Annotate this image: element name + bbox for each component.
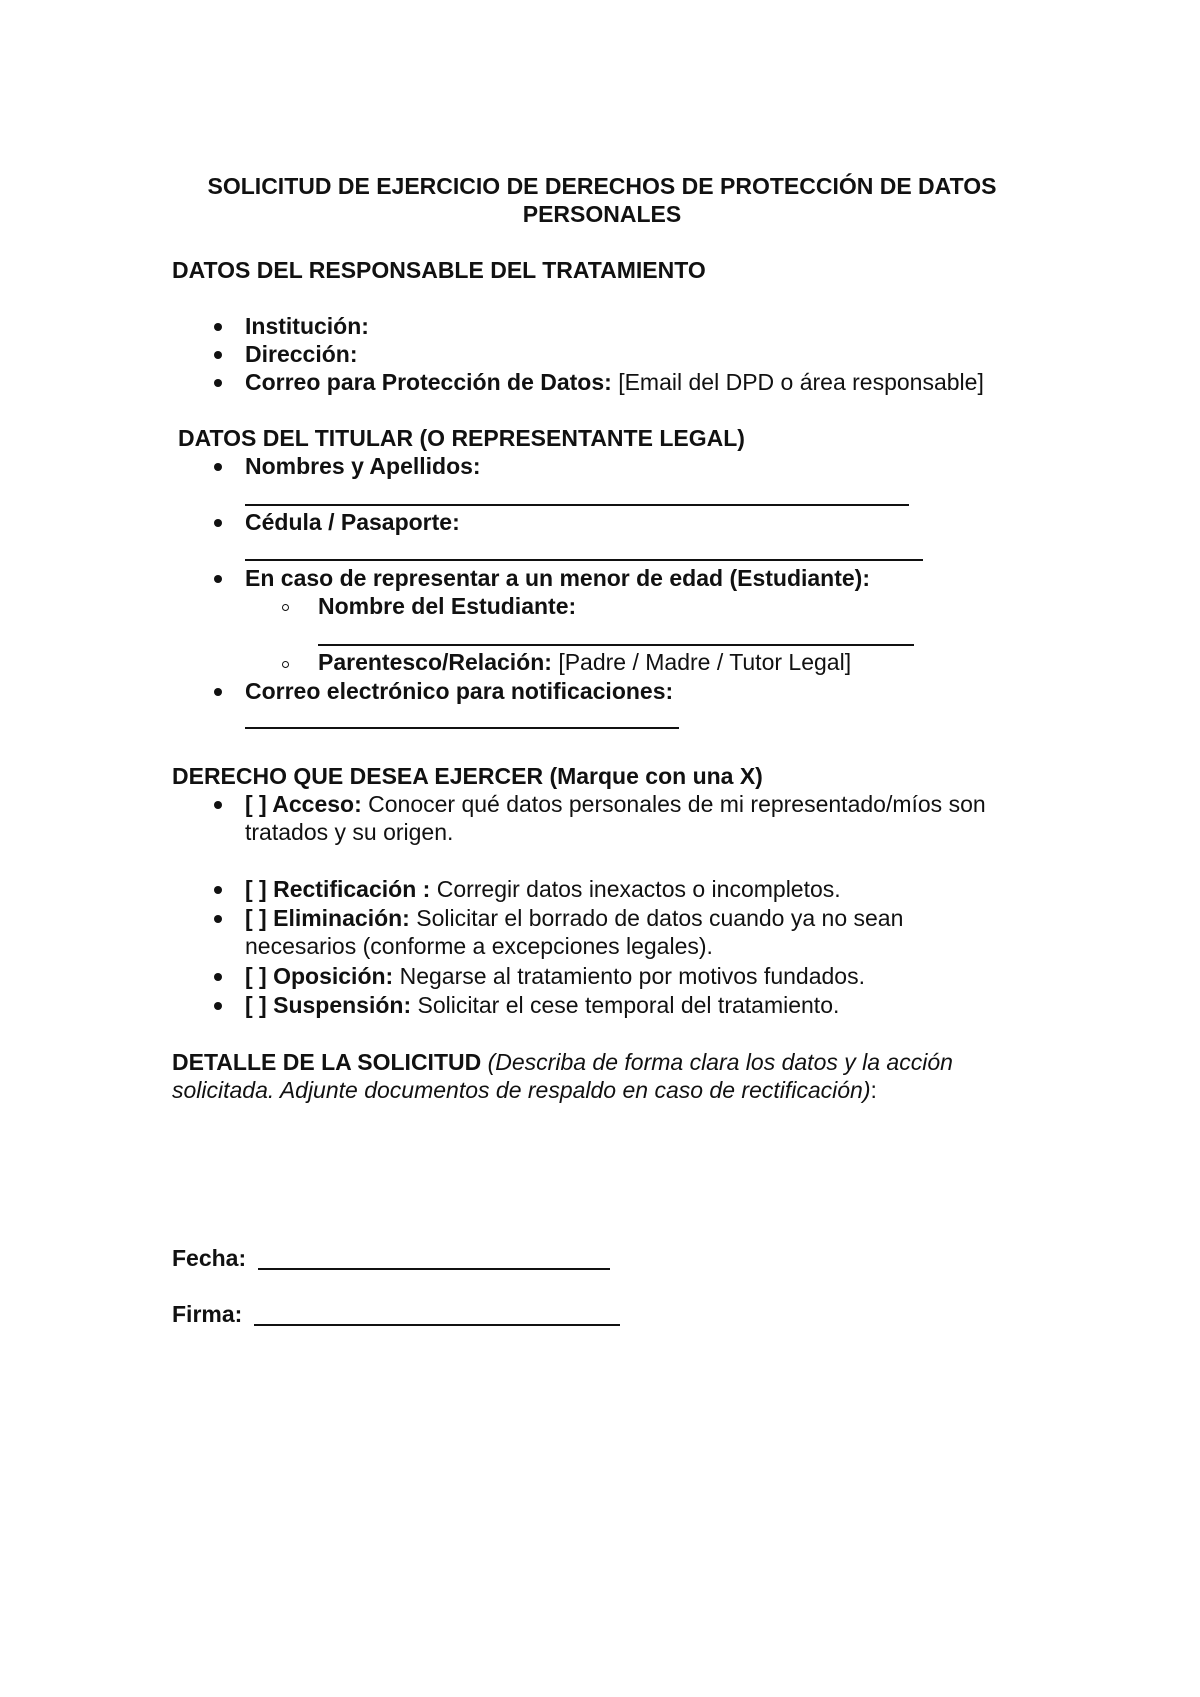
derecho-eliminacion-label: [ ] Eliminación:	[245, 905, 410, 931]
bullet-icon	[214, 575, 222, 583]
estudiante-label: Nombre del Estudiante:	[318, 593, 577, 619]
derecho-oposicion-label: [ ] Oposición:	[245, 963, 394, 989]
bullet-icon	[214, 323, 222, 331]
derecho-rectificacion-label: [ ] Rectificación :	[245, 876, 431, 902]
estudiante-blank-line[interactable]	[318, 644, 914, 646]
derecho-oposicion-line[interactable]	[245, 963, 865, 990]
detalle-instruction-end: :	[870, 1077, 877, 1103]
detalle-line2	[172, 1077, 877, 1104]
derecho-suspension-label: [ ] Suspensión:	[245, 992, 412, 1018]
correo-proteccion-row	[245, 369, 984, 396]
bullet-icon	[214, 1002, 222, 1010]
derecho-acceso-line2: tratados y su origen.	[245, 819, 454, 845]
detalle-instruction-line1: (Describa de forma clara los datos y la acción	[487, 1049, 953, 1075]
institucion-label: Institución:	[245, 313, 369, 339]
detalle-line1	[172, 1049, 953, 1076]
cedula-blank-line[interactable]	[245, 559, 923, 561]
derecho-eliminacion-text: Solicitar el borrado de datos cuando ya no sean	[416, 905, 904, 931]
derecho-rectificacion-line[interactable]	[245, 876, 841, 903]
derecho-oposicion-text: Negarse al tratamiento por motivos fundados.	[399, 963, 865, 989]
document-title: SOLICITUD DE EJERCICIO DE DERECHOS DE PROTECCIÓN DE DATOS PERSONALES	[207, 173, 997, 227]
section-heading-derecho: DERECHO QUE DESEA EJERCER (Marque con una X)	[172, 763, 763, 789]
sub-bullet-icon	[282, 604, 289, 611]
parentesco-row	[318, 649, 851, 676]
derecho-acceso-line1[interactable]	[245, 791, 986, 818]
bullet-icon	[214, 351, 222, 359]
firma-label: Firma:	[172, 1301, 243, 1327]
section-heading-responsable: DATOS DEL RESPONSABLE DEL TRATAMIENTO	[172, 257, 706, 283]
bullet-icon	[214, 379, 222, 387]
parentesco-value: [Padre / Madre / Tutor Legal]	[558, 649, 852, 675]
fecha-blank-line[interactable]	[258, 1268, 610, 1270]
derecho-rectificacion-text: Corregir datos inexactos o incompletos.	[436, 876, 841, 902]
nombres-label: Nombres y Apellidos:	[245, 453, 481, 479]
derecho-suspension-text: Solicitar el cese temporal del tratamiento.	[417, 992, 840, 1018]
correo-notificaciones-blank-line[interactable]	[245, 727, 679, 729]
bullet-icon	[214, 688, 222, 696]
derecho-suspension-line[interactable]	[245, 992, 839, 1019]
derecho-acceso-label: [ ] Acceso:	[245, 791, 362, 817]
detalle-instruction-line2: solicitada. Adjunte documentos de respaldo en caso de rectificación)	[172, 1077, 871, 1103]
bullet-icon	[214, 886, 222, 894]
bullet-icon	[214, 801, 222, 809]
fecha-label: Fecha:	[172, 1245, 247, 1271]
correo-proteccion-value: [Email del DPD o área responsable]	[618, 369, 984, 395]
bullet-icon	[214, 463, 222, 471]
parentesco-label: Parentesco/Relación:	[318, 649, 552, 675]
correo-proteccion-label: Correo para Protección de Datos:	[245, 369, 612, 395]
derecho-acceso-text: Conocer qué datos personales de mi representado/míos son	[368, 791, 986, 817]
derecho-eliminacion-line2: necesarios (conforme a excepciones legales).	[245, 933, 713, 959]
sub-bullet-icon	[282, 661, 289, 668]
bullet-icon	[214, 915, 222, 923]
nombres-blank-line[interactable]	[245, 504, 909, 506]
bullet-icon	[214, 973, 222, 981]
derecho-eliminacion-line1[interactable]	[245, 905, 903, 932]
firma-blank-line[interactable]	[254, 1324, 620, 1326]
section-heading-titular: DATOS DEL TITULAR (O REPRESENTANTE LEGAL)	[178, 425, 745, 451]
correo-notificaciones-label: Correo electrónico para notificaciones:	[245, 678, 674, 704]
cedula-label: Cédula / Pasaporte:	[245, 509, 460, 535]
bullet-icon	[214, 519, 222, 527]
direccion-label: Dirección:	[245, 341, 358, 367]
section-heading-detalle: DETALLE DE LA SOLICITUD	[172, 1049, 482, 1075]
menor-label: En caso de representar a un menor de edad (Estudiante):	[245, 565, 870, 591]
